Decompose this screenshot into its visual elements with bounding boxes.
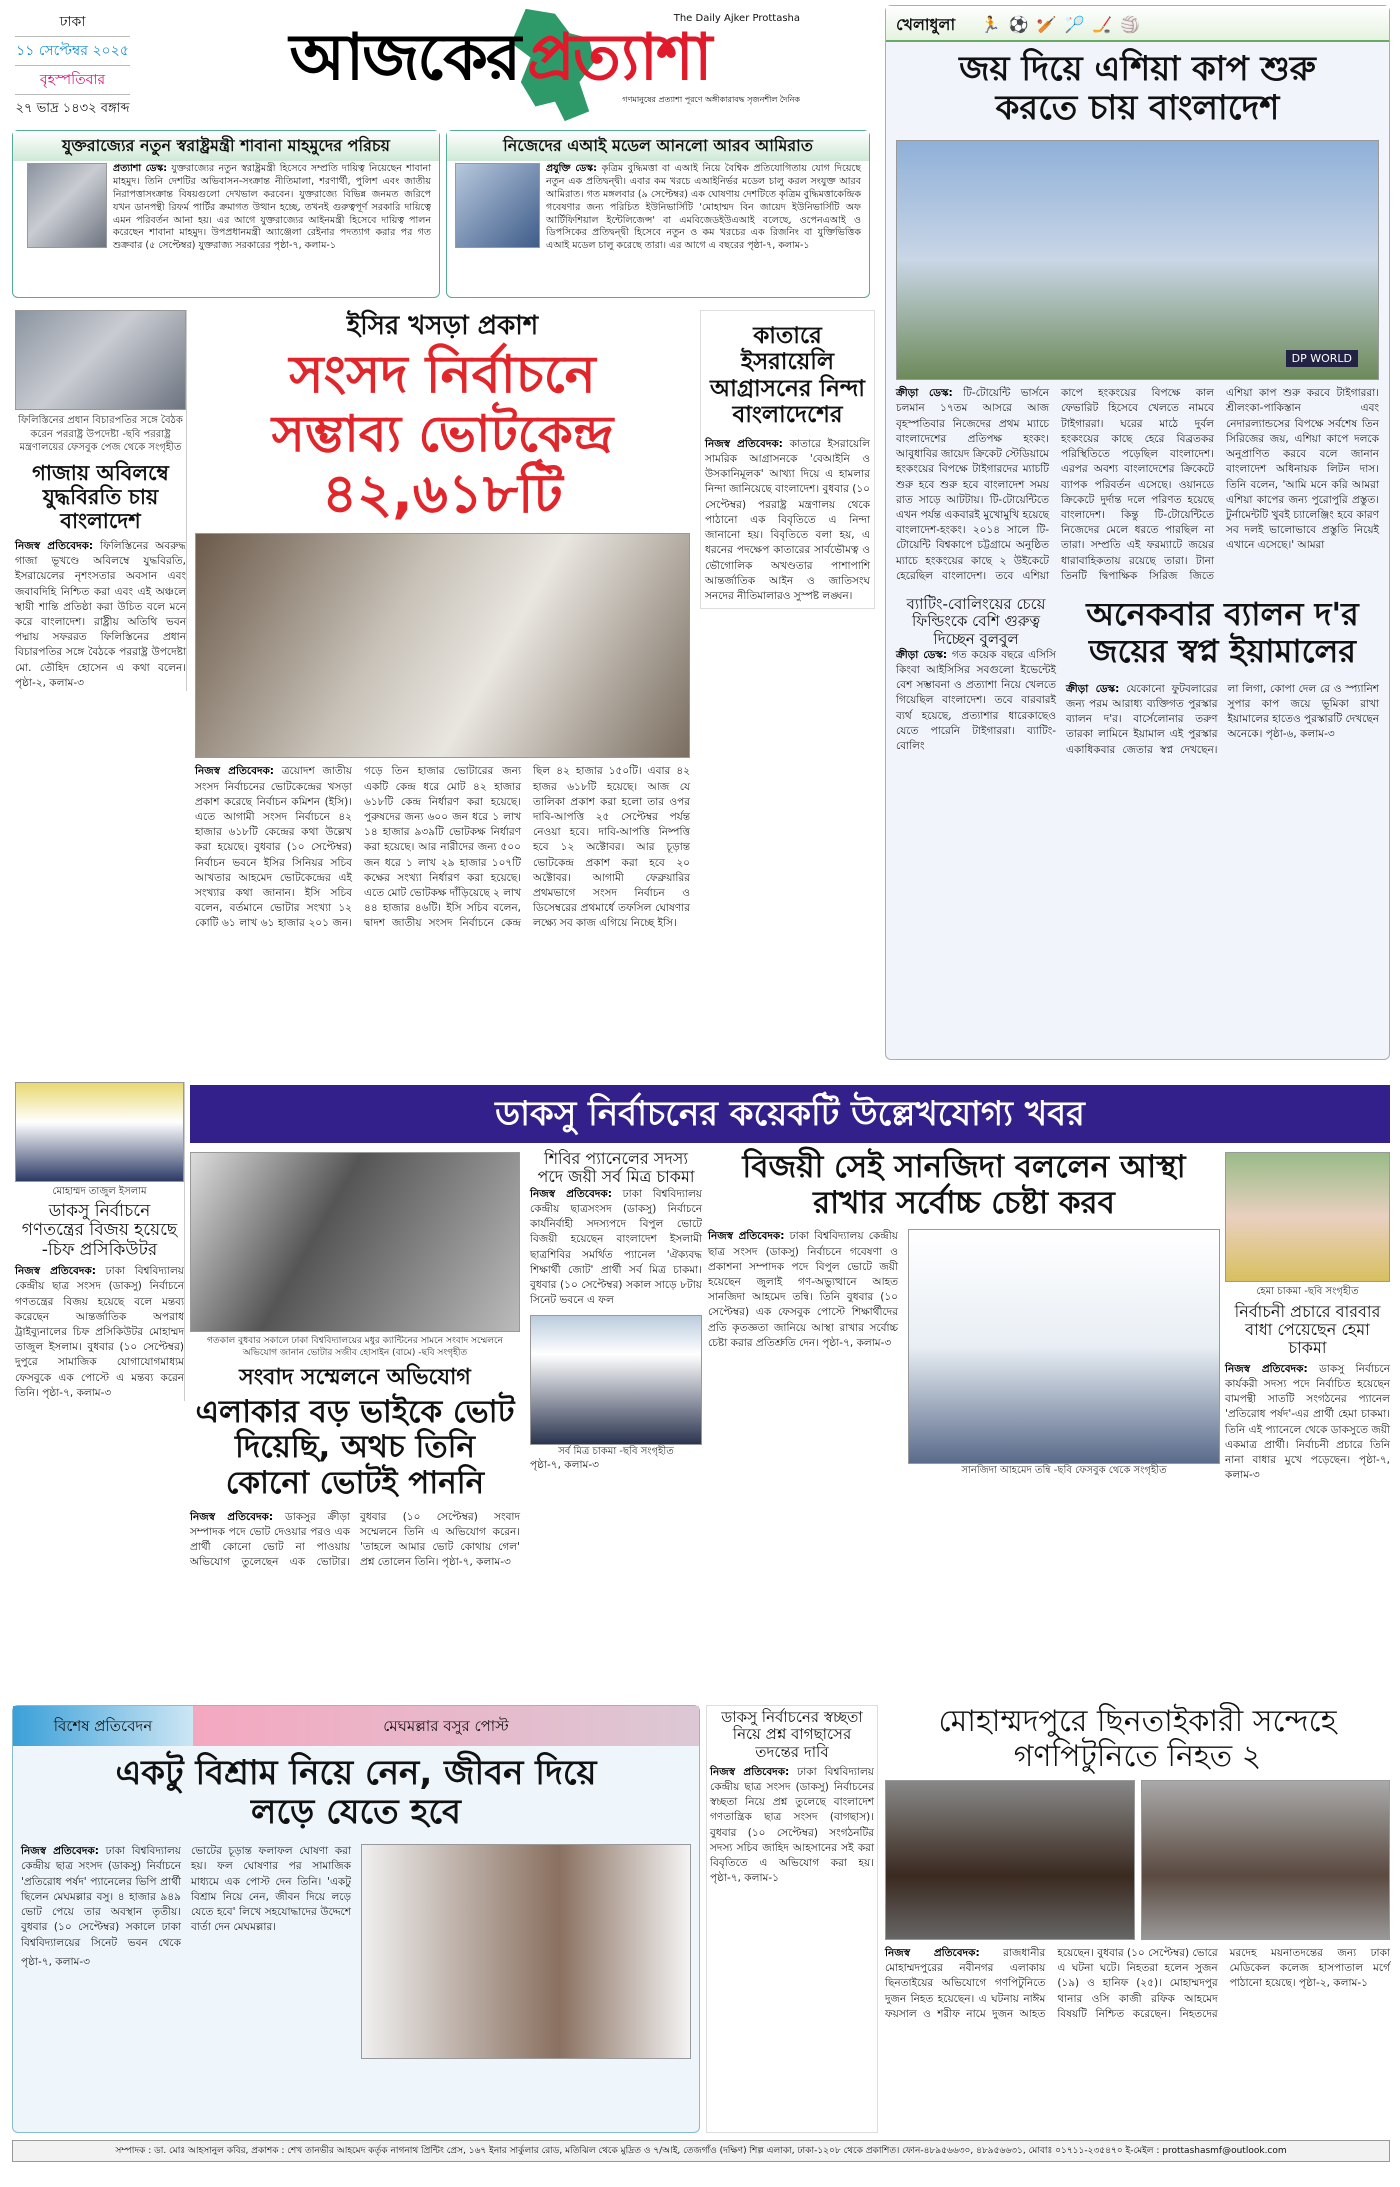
byline: নিজস্ব প্রতিবেদক: (15, 539, 94, 552)
story-body (708, 1229, 898, 1478)
byline: নিজস্ব প্রতিবেদক: (21, 1845, 99, 1858)
headline-line2: সম্ভাব্য ভোটকেন্দ্র (271, 404, 614, 463)
gaza-story (15, 310, 187, 691)
story-body (896, 648, 1056, 755)
body-text: ঢাকা বিশ্ববিদ্যালয় কেন্দ্রীয় ছাত্র সংসদ (ডাকসু) নির্বাচনে গণতন্ত্রের বিজয় হয়েছে বলে মন্তব্য করেছেন আন্তর্জাতিক অপরাধ ট্রাইব্যুনালের চিফ প্রসিকিউটর মোহাম্মদ তাজুল ইসলাম। বুধবার (১০ সেপ্টেম্বর) দুপুরে সামাজিক যোগাযোগমাধ্যম ফেসবুকে এক পোস্টে এ মন্তব্য করেন তিনি। (15, 1265, 184, 1399)
body-text: টি-টোয়েন্টি ভার্সনে চলমান ১৭তম আসরে আজ বৃহস্পতিবার নিজেদের প্রথম ম্যাচে বাংলাদেশের প্রতিপক্ষ হংকং। আবুধাবির জায়েদ ক্রিকেট স্টেডিয়ামে হংকংয়ের বিপক্ষে টাইগারদের ম্যাচটি শুরু হবে শুরু হবে বাংলাদেশ সময় রাত সাড়ে আটটায়। টি-টোয়েন্টিতে এখন পর্যন্ত একবারই মুখোমুখি হয়েছে বাংলাদেশ-হংকং। ২০১৪ সালে টি-টোয়েন্টি বিশ্বকাপে চট্টগ্রামে অনুষ্ঠিত ম্যাচে হংকংয়ের কাছে ২ উইকেটে হেরেছিল বাংলাদেশ। তবে এশিয়া কাপে হংকংয়ের বিপক্ষে কাল ফেভারিট হিসেবে খেলতে নামবে টাইগাররা। ঘরের মাঠে দুর্বল হংকংয়ের কাছে হেরে বিব্রতকর পরিস্থিতিতে পড়েছিল বাংলাদেশ। এরপর অবশ্য বাংলাদেশের ক্রিকেটে ব্যাপক পরিবর্তন এসেছে। ওয়ানডে ক্রিকেটে দুর্দান্ত দলে পরিণত হয়েছে বাংলাদেশ। কিন্তু টি-টোয়েন্টিতে নিজেদের মেলে ধরতে পারছিল না তারা। সম্প্রতি এই ফরম্যাটে জয়ের ধারাবাহিকতায় রয়েছে তারা। টানা তিনটি দ্বিপাক্ষিক সিরিজ জিতে এশিয়া কাপ শুরু করবে টাইগাররা। শ্রীলংকা-পাকিস্তান এবং নেদারল্যান্ডসের বিপক্ষে সর্বশেষ তিন সিরিজের জয়, এশিয়া কাপে দলকে অনুপ্রাণিত করবে বলে জানান বাংলাদেশ অধিনায়ক লিটন দাস। তিনি বলেন, 'আমি মনে করি আমরা এশিয়া কাপের জন্য পুরোপুরি প্রস্তুত। টুর্নামেন্টটি খুবই চ্যালেঞ্জিং হবে কারণ সব দলই ভালোভাবে প্রস্তুতি নিয়েই এখানে এসেছে।' আমরা (896, 387, 1379, 582)
body-text: কৃত্রিম বুদ্ধিমত্তা বা এআই নিয়ে বৈশ্বিক প্রতিযোগিতায় যোগ দিয়েছে নতুন এক প্রতিদ্বন্দ্বী। এবার কম খরচে এআইনির্ভর মডেল চালু করল সংযুক্ত আরব আমিরাত। গত মঙ্গলবার (৯ সেপ্টেম্বর) এক ঘোষণায় দেশটিতে কৃত্রিম বুদ্ধিমত্তাকেন্দ্রিক গবেষণার জন্য পরিচিত ইউনিভার্সিটি 'মোহাম্মদ বিন জায়েদ ইউনিভার্সিটি অফ আর্টিফিশিয়াল ইন্টেলিজেন্স' বা এমবিজেডইউএআই বলেছে, ওপেনএআই ও ডিপসিকের প্রতিদ্বন্দ্বী হিসেবে নতুন ও কম খরচের এক রিজনিং বা যুক্তিভিত্তিক এআই মডেল চালু করেছে তারা। এর আগে এ বছরের (546, 163, 861, 252)
photo-caption: মোহাম্মদ তাজুল ইসলাম (52, 1186, 147, 1197)
story-body (546, 163, 861, 253)
story-body (1225, 1362, 1390, 1484)
story-body (705, 437, 870, 604)
photo-caption: গতকাল বুধবার সকালে ঢাকা বিশ্ববিদ্যালয়ের মধুর ক্যান্টিনের সামনে সংবাদ সম্মেলনে অভিযোগ জানান ভোটার সজীব হোসাইন (বামে) -ছবি সংগৃহীত (207, 1336, 503, 1359)
mohammadpur-story (885, 1705, 1390, 2022)
jump: ব্যাটিং-বোলিং (896, 724, 1056, 753)
weekday: বৃহস্পতিবার (15, 66, 130, 95)
headline: নিজেদের এআই মডেল আনলো আরব আমিরাত (447, 131, 869, 161)
story-body (1066, 682, 1379, 758)
body-text: রাজধানীর মোহাম্মদপুরের নবীনগর এলাকায় ছিনতাইয়ের অভিযোগে গণপিটুনিতে দুজন নিহত হয়েছেন। এ ঘটনায় নাঈম ফয়সাল ও শরীফ নামে দুজন আহত হয়েছেন। বুধবার (১০ সেপ্টেম্বর) ভোরে এ ঘটনা ঘটে। নিহতরা হলেন সুজন (১৯) ও হানিফ (২৫)। মোহাম্মদপুর থানার ওসি কাজী রফিক আহমেদ বিষয়টি নিশ্চিত করেছেন। নিহতদের মরদেহ ময়নাতদন্তের জন্য ঢাকা মেডিকেল কলেজ হাসপাতাল মর্গে পাঠানো হয়েছে। (885, 1947, 1390, 2020)
logo (200, 4, 800, 126)
body-text: যুক্তরাজ্যের নতুন স্বরাষ্ট্রমন্ত্রী হিসেবে সম্প্রতি দায়িত্ব নিয়েছেন শাবানা মাহমুদ। তিনি দেশটির অভিবাসন-সংক্রান্ত নীতিমালা, শরণার্থী, পুলিশ এবং জাতীয় নিরাপত্তাসংক্রান্ত বিষয়গুলো দেখভাল করবেন। যুক্তরাজ্যে বিভিন্ন জনমত জরিপে যখন ডানপন্থী রিফর্ম পার্টির ক্রমাগত উত্থান হচ্ছে, তখনই গুরুত্বপূর্ণ সরকারি দায়িত্বে এমন পরিবর্তন আনা হয়। এর আগে যুক্তরাজ্যের আইনমন্ত্রী হিসেবে দায়িত্ব পালন করেছেন শাবানা মাহমুদ। উপপ্রধানমন্ত্রী অ্যাঞ্জেলা রেইনার পদত্যাগ করার পর গত শুক্রবার (৫ সেপ্টেম্বর) যুক্তরাজ্য সরকারের (113, 163, 431, 252)
byline: নিজস্ব প্রতিবেদক: (705, 437, 783, 450)
story-body (195, 764, 690, 931)
body-text: ঢাকা বিশ্ববিদ্যালয় কেন্দ্রীয় ছাত্র সংসদ (ডাকসু) নির্বাচনে 'প্রতিরোধ পর্ষদ' প্যানেলের ভিপি প্রার্থী ছিলেন মেঘমল্লার বসু। ৪ হাজার ৯৪৯ ভোট পেয়ে তার অবস্থান তৃতীয়। বুধবার (১০ সেপ্টেম্বর) সকালে ঢাকা বিশ্ববিদ্যালয়ের সিনেট ভবন থেকে ভোটের চূড়ান্ত ফলাফল ঘোষণা করা হয়। ফল ঘোষণার পর সামাজিক মাধ্যমে এক পোস্ট দেন তিনি। 'একটু বিশ্রাম নিয়ে নেন, জীবন দিয়ে লড়ে যেতে হবে' লিখে সহযোদ্ধাদের উদ্দেশে বার্তা দেন মেঘমল্লার। (21, 1845, 351, 1949)
english-name: The Daily Ajker Prottasha (673, 13, 800, 24)
meghmallar-feature (12, 1705, 700, 2133)
logo-part2: প্রত্যাশা (527, 21, 711, 95)
body-text: যেকোনো ফুটবলারের জন্য পরম আরাধ্য ব্যক্তিগত পুরস্কার ব্যালন দ'র। বার্সেলোনার তরুণ তারকা লামিনে ইয়ামাল এই পুরস্কার একাধিকবার জেতার স্বপ্ন দেখছেন। লা লিগা, কোপা দেল রে ও স্প্যানিশ সুপার কাপ জয়ে ভূমিকা রাখা ইয়ামালের হাতেও পুরস্কারটি দেখছেন অনেকে। (1066, 682, 1379, 756)
jump: পৃষ্ঠা-২, কলাম-৩ (15, 676, 84, 689)
byline: নিজস্ব প্রতিবেদক: (1225, 1362, 1308, 1375)
qatar-story (700, 310, 875, 609)
headline: অনেকবার ব্যালন দ'র জয়ের স্বপ্ন ইয়ামালের (1086, 595, 1359, 670)
jump: পৃষ্ঠা-৭, কলাম-১ (710, 1872, 779, 1885)
body-text: ঢাকা বিশ্ববিদ্যালয় কেন্দ্রীয় ছাত্র সংসদ (ডাকসু) নির্বাচনে গবেষণা ও প্রকাশনা সম্পাদক পদে বিপুল ভোটে জয়ী হয়েছেন জুলাই গণ-অভ্যুত্থানে আহত সানজিদা আহমেদ তন্বি। তিনি বুধবার (১০ সেপ্টেম্বর) এক ফেসবুক পোস্টে শিক্ষার্থীদের প্রতি কৃতজ্ঞতা জানিয়ে আস্থা রাখার সর্বোচ্চ চেষ্টা করার প্রতিশ্রুতি দেন। (708, 1230, 898, 1349)
photo-caption: হেমা চাকমা -ছবি সংগৃহীত (1256, 1286, 1359, 1297)
meghmallar-photo (361, 1844, 691, 2059)
story-body (15, 1264, 184, 1401)
hema-photo (1225, 1152, 1390, 1282)
headline: কাতারে ইসরায়েলি আগ্রাসনের নিন্দা বাংলাদেশের (710, 323, 865, 429)
bagchhas-story (706, 1705, 878, 2133)
bangla-date: ২৭ ভাদ্র ১৪৩২ বঙ্গাব্দ (15, 101, 130, 116)
headline: ডাকসু নির্বাচনে গণতন্ত্রের বিজয় হয়েছে -চিফ প্রসিকিউটর (21, 1200, 178, 1260)
victim-photo-2 (1141, 1780, 1391, 1940)
jump: পৃষ্ঠা-৭, কলাম-৩ (21, 1955, 90, 1968)
story-body (530, 1187, 702, 1309)
byline: নিজস্ব প্রতিবেদক: (190, 1510, 274, 1523)
story-body (896, 386, 1379, 584)
body-text: ফিলিস্তিনের অবরুদ্ধ গাজা ভূখণ্ডে অবিলম্বে যুদ্ধবিরতি, ইসরায়েলের নৃশংসতার অবসান এবং জবাবদিহি নিশ্চিত করা এবং এই অঞ্চলে স্থায়ী শান্তি প্রতিষ্ঠা করা উচিত বলে মনে করে বাংলাদেশ। রাষ্ট্রীয় অতিথি ভবন পদ্মায় সফররত ফিলিস্তিনের প্রধান বিচারপতির সঙ্গে বৈঠকে পররাষ্ট্র উপদেষ্টা মো. তৌহিদ হোসেন এ কথা বলেন। (15, 539, 186, 674)
jump: পৃষ্ঠা-৭, কলাম-৩ (441, 1556, 511, 1569)
date: ১১ সেপ্টেম্বর ২০২৫ (15, 37, 130, 66)
story-body (113, 163, 431, 253)
yamal-story (1066, 596, 1379, 758)
body-text: ঢাকা বিশ্ববিদ্যালয় কেন্দ্রীয় ছাত্র সংসদ (ডাকসু) নির্বাচনের স্বচ্ছতা নিয়ে প্রশ্ন তুলেছে বাংলাদেশ গণতান্ত্রিক ছাত্র সংসদ (বাগছাস)। বুধবার (১০ সেপ্টেম্বর) সংগঠনটির সদস্য সচিব জাহিদ আহসানের সই করা বিবৃতিতে এ অভিযোগ করা হয়। (710, 1765, 874, 1870)
byline: নিজস্ব প্রতিবেদক: (710, 1765, 790, 1778)
kicker: ইসির খসড়া প্রকাশ (346, 311, 539, 341)
ec-press-photo (195, 533, 690, 758)
team-captains-photo (896, 140, 1379, 380)
headline: ডাকসু নির্বাচনের স্বচ্ছতা নিয়ে প্রশ্ন বাগছাসের তদন্তের দাবি (721, 1708, 863, 1761)
jump: পৃষ্ঠা-৭, কলাম-৩ (822, 1336, 892, 1349)
jump: পৃষ্ঠা-৭, কলাম-১ (747, 240, 810, 252)
byline: প্রত্যাশা ডেস্ক: (113, 163, 168, 175)
sports-header (886, 6, 1389, 42)
story-body (15, 539, 186, 691)
photo-sign: DP WORLD (1286, 350, 1358, 367)
tab-special-report: বিশেষ প্রতিবেদন (13, 1706, 193, 1746)
uk-minister-story (12, 130, 440, 298)
sanjida-photo (908, 1229, 1220, 1464)
uae-ai-story (446, 130, 870, 298)
logo-part1: আজকের (289, 21, 520, 95)
headline: এলাকার বড় ভাইকে ভোট দিয়েছি, অথচ তিনি কোনো ভোটই পাননি (195, 1393, 515, 1501)
jump: পৃষ্ঠা-৭, কলাম-৩ (1225, 1453, 1390, 1482)
byline: নিজস্ব প্রতিবেদক: (195, 765, 275, 778)
headline-line3: ৪২,৬১৮টি (322, 462, 563, 526)
prosecutor-photo (15, 1082, 184, 1182)
byline: ক্রীড়া ডেস্ক: (1066, 682, 1120, 695)
date-box (15, 8, 130, 123)
headline: একটু বিশ্রাম নিয়ে নেন, জীবন দিয়ে লড়ে যেতে হবে (115, 1753, 597, 1833)
byline: নিজস্ব প্রতিবেদক: (15, 1265, 96, 1278)
ducsu-banner: ডাকসু নির্বাচনের কয়েকটি উল্লেখযোগ্য খবর (190, 1085, 1390, 1143)
byline: ক্রীড়া ডেস্ক: (896, 648, 948, 661)
tagline: গণমানুষের প্রত্যাশা পূরণে অঙ্গীকারাবদ্ধ সৃজনশীল দৈনিক (622, 95, 800, 104)
body-text: ডাকসু নির্বাচনে কার্যকরী সদস্য পদে নির্বাচিত হয়েছেন বামপন্থী সাতটি সংগঠনের প্যানেল 'প্রতিরোধ পর্ষদ'-এর প্রার্থী হেমা চাকমা। তিনি এই প্যানেলে থেকে ডাকসুতে জয়ী একমাত্র প্রার্থী। নির্বাচনী প্রচারে তিনি নানা বাধার মুখে পড়েছেন। (1225, 1362, 1390, 1466)
sports-label: খেলাধুলা (896, 15, 956, 34)
press-conference-story (190, 1152, 520, 1570)
byline: নিজস্ব প্রতিবেদক: (530, 1187, 612, 1200)
feature-tabs (13, 1706, 699, 1746)
kicker: সংবাদ সম্মেলনে অভিযোগ (239, 1365, 471, 1391)
city: ঢাকা (15, 8, 130, 37)
imprint-footer: সম্পাদক : ডা. মোঃ আহসানুল কবির, প্রকাশক : শেখ তানভীর আহমেদ কর্তৃক নাগনাথ প্রিন্টিং প্রেস, ১৬৭ ইনার সার্কুলার রোড, মতিঝিল থেকে মুদ্রিত ও ৭/আই, তেজগাঁও (দক্ষিণ) শিল্প এলাকা, ঢাকা-১২০৮ থেকে প্রকাশিত। ফোন-৪৮৯৫৬৬৩০, ৪৮৯৫৬৬৩১, মোবাঃ ০১৭১১-২৩৫৪৭০ ই-মেইল : prottashasmf@outlook.com (12, 2140, 1390, 2162)
body-text: কাতারে ইসরায়েলি সামরিক আগ্রাসনকে 'বেআইনি ও উসকানিমূলক' আখ্যা দিয়ে এ হামলার নিন্দা জানিয়েছে বাংলাদেশ। বুধবার (১০ সেপ্টেম্বর) পররাষ্ট্র মন্ত্রণালয় থেকে পাঠানো এক বিবৃতিতে এ নিন্দা জানানো হয়। বিবৃতিতে বলা হয়, এ ধরনের পদক্ষেপ কাতারের সার্বভৌমত্ব ও ভৌগোলিক অখণ্ডতার পাশাপাশি আন্তর্জাতিক আইন ও জাতিসংঘ সনদের নীতিমালারও সুস্পষ্ট লঙ্ঘন। (705, 437, 870, 602)
phone-photo (455, 163, 540, 248)
hema-story (1225, 1152, 1390, 1483)
byline: ক্রীড়া ডেস্ক: (896, 387, 953, 400)
byline: নিজস্ব প্রতিবেদক: (708, 1230, 785, 1243)
jump: পৃষ্ঠা-৬, কলাম-৩ (1265, 728, 1335, 741)
jump: পৃষ্ঠা-৭, কলাম-৩ (530, 1459, 599, 1472)
headline-line1: সংসদ নির্বাচনে (289, 344, 596, 405)
headline: গাজায় অবিলম্বে যুদ্ধবিরতি চায় বাংলাদেশ (32, 460, 169, 533)
headline: জয় দিয়ে এশিয়া কাপ শুরু করতে চায় বাংলাদেশ (959, 49, 1316, 129)
story-body (190, 1510, 520, 1571)
jump: পৃষ্ঠা-৭, কলাম-১ (273, 240, 337, 252)
sports-figures-icon: 🏃⚽🏏🏸🏒🏐 (980, 15, 1149, 34)
headline: যুক্তরাজ্যের নতুন স্বরাষ্ট্রমন্ত্রী শাবানা মাহমুদের পরিচয় (13, 131, 439, 161)
press-photo (190, 1152, 520, 1332)
byline: নিজস্ব প্রতিবেদক: (885, 1947, 980, 1959)
body-text: ডাকসুর ক্রীড়া সম্পাদক পদে ভোট দেওয়ার পরও এক প্রার্থী কোনো ভোট না পাওয়ায় অভিযোগ তুলেছেন এক ভোটার। বুধবার (১০ সেপ্টেম্বর) সংবাদ সম্মেলনে তিনি এ অভিযোগ করেন। 'তাহলে আমার ভোট কোথায় গেল' প্রশ্ন তোলেন তিনি। (190, 1510, 520, 1569)
meeting-photo (15, 310, 186, 410)
story-body-left (21, 1844, 351, 1951)
headline: ব্যাটিং-বোলিংয়ের চেয়ে ফিল্ডিংকে বেশি গুরুত্ব দিচ্ছেন বুলবুল (906, 595, 1046, 648)
tab-post: মেঘমল্লার বসুর পোস্ট (193, 1706, 699, 1746)
jump: পৃষ্ঠা-২, কলাম-১ (1298, 1977, 1368, 1990)
shibir-story (530, 1150, 702, 1473)
lead-story (195, 310, 690, 932)
sarbo-mitra-photo (530, 1315, 702, 1445)
jump: পৃষ্ঠা-৭, কলাম-৩ (42, 1386, 112, 1399)
headline: বিজয়ী সেই সানজিদা বললেন আস্থা রাখার সর্বোচ্চ চেষ্টা করব (742, 1149, 1186, 1221)
story-body (885, 1946, 1390, 2022)
victim-photo-1 (885, 1780, 1135, 1940)
photo-caption: ফিলিস্তিনের প্রধান বিচারপতির সঙ্গে বৈঠক করেন পররাষ্ট্র উপদেষ্টা -ছবি পররাষ্ট্র মন্ত্রণালয়ের ফেসবুক পেজ থেকে সংগৃহীত (18, 415, 183, 453)
story-body (710, 1765, 874, 1887)
headline: শিবির প্যানেলের সদস্য পদে জয়ী সর্ব মিত্র চাকমা (537, 1149, 695, 1187)
photo-caption: সর্ব মিত্র চাকমা -ছবি সংগৃহীত (558, 1445, 674, 1457)
body-text: গত কয়েক বছরে এসিসি কিংবা আইসিসির সবগুলো ইভেন্টেই বেশ সম্ভাবনা ও প্রত্যাশা নিয়ে খেলতে গিয়েছিল বাংলাদেশ। তবে বারবারই ব্যর্থ হয়েছে, প্রত্যাশার ধারেকাছেও যেতে পারেনি টাইগাররা। (896, 648, 1056, 737)
headline: মোহাম্মদপুরে ছিনতাইকারী সন্দেহে গণপিটুনিতে নিহত ২ (938, 1704, 1337, 1774)
shabana-photo (27, 163, 107, 248)
body-text: ত্রয়োদশ জাতীয় সংসদ নির্বাচনের ভোটকেন্দ্রের খসড়া প্রকাশ করেছে নির্বাচন কমিশন (ইসি)। এতে আগামী সংসদ নির্বাচনে ৪২ হাজার ৬১৮টি কেন্দ্রের কথা উল্লেখ করা হয়েছে। বুধবার (১০ সেপ্টেম্বর) নির্বাচন ভবনে ইসির সিনিয়র সচিব আখতার আহমেদ ভোটকেন্দ্রের এই সংখ্যার কথা জানান। ইসি সচিব বলেন, বর্তমানে ভোটার সংখ্যা ১২ কোটি ৬১ লাখ ৬১ হাজার ২০১ জন। গড়ে তিন হাজার ভোটারের জন্য একটি কেন্দ্র ধরে মোট ৪২ হাজার ৬১৮টি কেন্দ্র নির্ধারণ করা হয়েছে। পুরুষদের জন্য ৬০০ জন ধরে ১ লাখ ১৪ হাজার ৯৩৯টি ভোটকক্ষ নির্ধারণ করা হয়েছে। আর নারীদের জন্য ৫০০ জন ধরে ১ লাখ ২৯ হাজার ১০৭টি কক্ষের সংখ্যা নির্ধারণ করা হয়েছে। এতে মোট ভোটকক্ষ দাঁড়িয়েছে ২ লাখ ৪৪ হাজার ৪৬টি। ইসি সচিব বলেন, দ্বাদশ জাতীয় সংসদ নির্বাচনে কেন্দ্র ছিল ৪২ হাজার ১৫০টি। এবার ৪২ হাজর ৬১৮টি হয়েছে। আজ যে তালিকা প্রকাশ করা হলো তার ওপর দাবি-আপত্তি ২৫ সেপ্টেম্বর পর্যন্ত নেওয়া হবে। দাবি-আপত্তি নিষ্পত্তি হবে ১২ অক্টোবর। আর চূড়ান্ত ভোটকেন্দ্র প্রকাশ করা হবে ২০ অক্টোবর। আগামী ফেব্রুয়ারির প্রথমভাগে সংসদ নির্বাচন ও ডিসেম্বরের প্রথমার্ধে তফসিল ঘোষণার লক্ষ্যে সব কাজ এগিয়ে নিচ্ছে ইসি। (195, 765, 690, 930)
photo-caption: সানজিদা আহমেদ তন্বি -ছবি ফেসবুক থেকে সংগৃহীত (961, 1465, 1167, 1477)
headline: নির্বাচনী প্রচারে বারবার বাধা পেয়েছেন হেমা চাকমা (1234, 1301, 1381, 1358)
byline: প্রযুক্তি ডেস্ক: (546, 163, 597, 175)
prosecutor-story (15, 1082, 185, 1401)
sports-section (885, 5, 1390, 1060)
sanjida-story (708, 1150, 1220, 1478)
bulbul-story (896, 596, 1056, 758)
body-text: ঢাকা বিশ্ববিদ্যালয় কেন্দ্রীয় ছাত্রসংসদ (ডাকসু) নির্বাচনে কার্যনির্বাহী সদস্যপদে বিপুল ভোটে বিজয়ী হয়েছেন বাংলাদেশ ইসলামী ছাত্রশিবির সমর্থিত প্যানেল 'ঐক্যবদ্ধ শিক্ষার্থী জোট' প্রার্থী সর্ব মিত্র চাকমা। বুধবার (১০ সেপ্টেম্বর) সকাল সাড়ে ৮টায় সিনেট ভবনে এ ফল (530, 1187, 702, 1307)
